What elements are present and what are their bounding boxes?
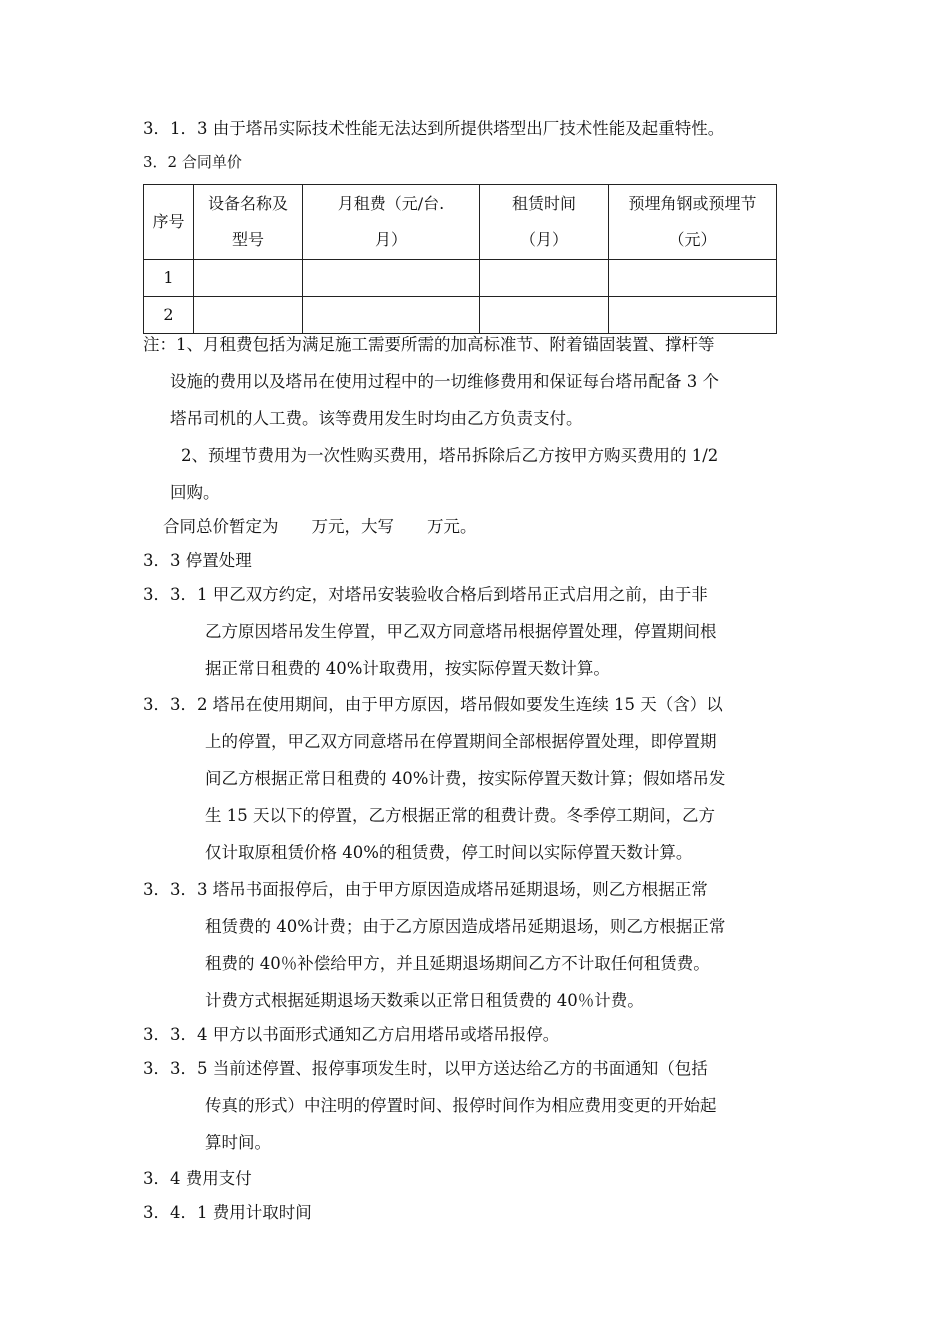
- table-header-row: [144, 185, 777, 260]
- section-3-4-title: 3．4 费用支付: [143, 1169, 252, 1188]
- clause-3-1-3: 3．1．3 由于塔吊实际技术性能无法达到所提供塔型出厂技术性能及起重特性。: [143, 119, 725, 138]
- clause-3-3-3-line-1: 3．3．3 塔吊书面报停后，由于甲方原因造成塔吊延期退场，则乙方根据正常: [143, 880, 708, 899]
- clause-3-3-5-line-2: 传真的形式）中注明的停置时间、报停时间作为相应费用变更的开始起: [205, 1096, 717, 1115]
- note-1-line-2: 设施的费用以及塔吊在使用过程中的一切维修费用和保证每台塔吊配备 3 个: [170, 372, 719, 391]
- note-2-line-1: 2、预埋节费用为一次性购买费用，塔吊拆除后乙方按甲方购买费用的 1/2: [181, 446, 719, 465]
- clause-3-3-5-line-1: 3．3．5 当前述停置、报停事项发生时，以甲方送达给乙方的书面通知（包括: [143, 1059, 708, 1078]
- clause-3-3-5-line-3: 算时间。: [205, 1133, 271, 1152]
- section-3-2-title: 3．2 合同单价: [143, 153, 242, 171]
- clause-3-3-2-line-1: 3．3．2 塔吊在使用期间，由于甲方原因，塔吊假如要发生连续 15 天（含）以: [143, 695, 723, 714]
- contract-total-price: 合同总价暂定为 万元，大写 万元。: [163, 517, 477, 536]
- cell-embed: [609, 297, 777, 334]
- cell-embed: [609, 260, 777, 297]
- table-row: [144, 260, 777, 297]
- clause-3-3-3-line-3: 租费的 40％补偿给甲方，并且延期退场期间乙方不计取任何租赁费。: [205, 954, 710, 973]
- clause-3-3-2-line-4: 生 15 天以下的停置，乙方根据正常的租费计费。冬季停工期间，乙方: [205, 806, 715, 825]
- clause-3-3-2-line-2: 上的停置，甲乙双方同意塔吊在停置期间全部根据停置处理，即停置期: [205, 732, 717, 751]
- clause-3-4-1: 3．4．1 费用计取时间: [143, 1203, 312, 1222]
- note-2-line-2: 回购。: [170, 483, 220, 502]
- clause-3-3-3-line-2: 租赁费的 40%计费；由于乙方原因造成塔吊延期退场，则乙方根据正常: [205, 917, 726, 936]
- header-equipment-name: 设备名称及 型号: [194, 185, 303, 260]
- cell-no: 2: [144, 297, 194, 334]
- cell-rent: [303, 297, 480, 334]
- clause-3-3-2-line-3: 间乙方根据正常日租费的 40%计费，按实际停置天数计算；假如塔吊发: [205, 769, 726, 788]
- cell-period: [480, 260, 609, 297]
- table-row: [144, 297, 777, 334]
- note-1-line-1: 注：1、月租费包括为满足施工需要所需的加高标准节、附着锚固装置、撑杆等: [143, 335, 715, 354]
- header-lease-period: 租赁时间 （月）: [480, 185, 609, 260]
- cell-period: [480, 297, 609, 334]
- clause-3-3-3-line-4: 计费方式根据延期退场天数乘以正常日租赁费的 40％计费。: [205, 991, 644, 1010]
- cell-name: [194, 297, 303, 334]
- cell-rent: [303, 260, 480, 297]
- note-1-line-3: 塔吊司机的人工费。该等费用发生时均由乙方负责支付。: [170, 409, 583, 428]
- unit-price-table: [143, 184, 777, 334]
- header-no: 序号: [144, 185, 194, 260]
- clause-3-3-1-line-1: 3．3．1 甲乙双方约定，对塔吊安装验收合格后到塔吊正式启用之前，由于非: [143, 585, 708, 604]
- header-embedded-part: 预埋角钢或预埋节 （元）: [609, 185, 777, 260]
- clause-3-3-4: 3．3．4 甲方以书面形式通知乙方启用塔吊或塔吊报停。: [143, 1025, 560, 1044]
- clause-3-3-2-line-5: 仅计取原租赁价格 40%的租赁费，停工时间以实际停置天数计算。: [205, 843, 693, 862]
- header-monthly-rent: 月租费（元/台. 月）: [303, 185, 480, 260]
- cell-name: [194, 260, 303, 297]
- section-3-3-title: 3．3 停置处理: [143, 551, 252, 570]
- clause-3-3-1-line-2: 乙方原因塔吊发生停置，甲乙双方同意塔吊根据停置处理，停置期间根: [205, 622, 717, 641]
- cell-no: 1: [144, 260, 194, 297]
- clause-3-3-1-line-3: 据正常日租费的 40%计取费用，按实际停置天数计算。: [205, 659, 610, 678]
